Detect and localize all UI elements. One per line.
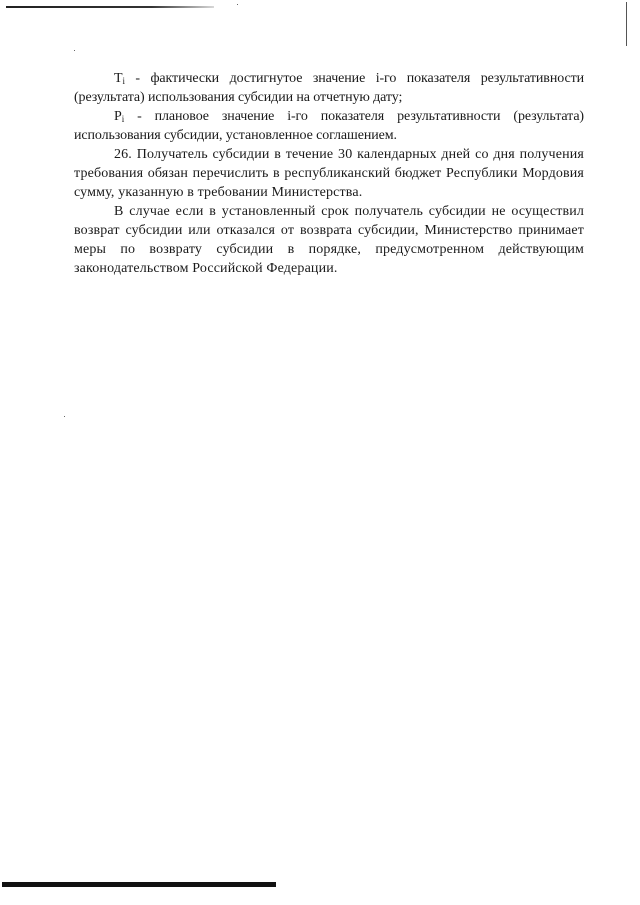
variable-symbol: T	[114, 71, 123, 86]
scan-artifact-top-line	[6, 6, 214, 8]
scan-artifact-edge-mark	[626, 2, 627, 46]
scan-speck	[237, 4, 238, 5]
variable-symbol: P	[114, 109, 122, 124]
variable-subscript: i	[122, 76, 125, 86]
scan-speck	[64, 416, 65, 417]
paragraph-pi-definition	[74, 107, 584, 145]
paragraph-refusal-case	[74, 202, 584, 278]
scan-speck	[74, 50, 75, 51]
paragraph-text: - фактически достигнутое значение i-го показателя результативности (результата) использования субсидии на отчетную дату;	[74, 71, 584, 105]
variable-subscript: i	[121, 114, 125, 124]
document-body	[74, 69, 584, 278]
paragraph-text: 26. Получатель субсидии в течение 30 календарных дней со дня получения требования обязан перечислить в республиканский бюджет Республики Мордовия сумму, указанную в требовании Министерства.	[74, 147, 584, 200]
paragraph-text: - плановое значение i-го показателя результативности (результата) использования субсидии, установленное соглашением.	[74, 109, 584, 143]
paragraph-ti-definition	[74, 69, 584, 107]
paragraph-clause-26	[74, 145, 584, 202]
paragraph-text: В случае если в установленный срок получатель субсидии не осуществил возврат субсидии или отказался от возврата субсидии, Министерство принимает меры по возврату субсидии в порядке, предусмотренном действующим законодательством Российской Федерации.	[74, 204, 584, 276]
scan-artifact-bottom-bar	[2, 882, 276, 887]
